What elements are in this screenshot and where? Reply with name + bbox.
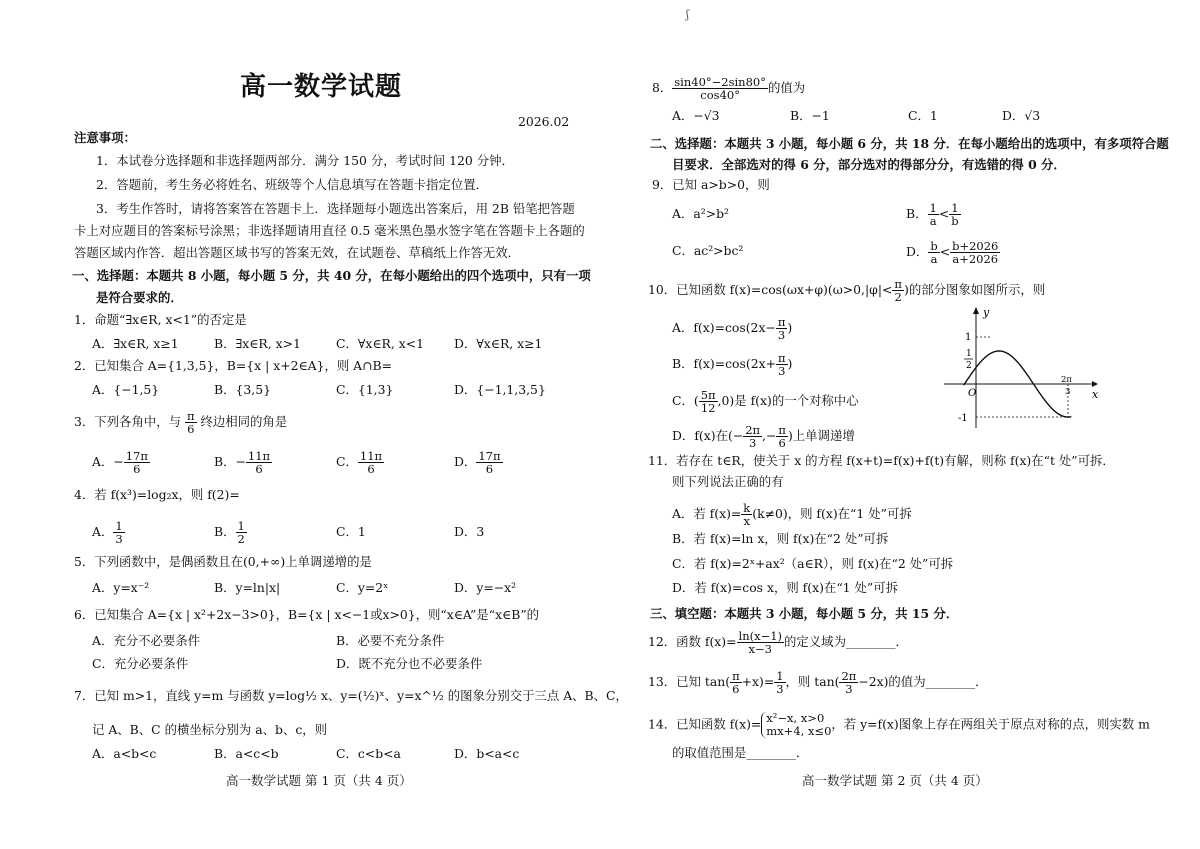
numerator: 17π bbox=[478, 449, 501, 463]
section-2-heading: 二、选择题：本题共 3 小题，每小题 6 分，共 18 分．在每小题给出的选项中，有多项符合题 bbox=[650, 136, 1169, 151]
numerator: 2π bbox=[745, 423, 761, 437]
question-number: 8． bbox=[652, 80, 673, 95]
option-text: ) bbox=[787, 356, 793, 371]
numerator: 1 bbox=[929, 201, 937, 215]
numerator: 1 bbox=[949, 202, 960, 215]
question-7-stem-cont: 记 A、B、C 的横坐标分别为 a、b、c，则 bbox=[92, 722, 328, 737]
denominator: 3 bbox=[748, 436, 757, 450]
option-text: ,0)是 f(x)的一个对称中心 bbox=[717, 393, 859, 408]
denominator: cos40° bbox=[700, 88, 740, 102]
denominator: x bbox=[743, 514, 751, 528]
question-3-option-b bbox=[214, 450, 272, 475]
denominator: 3 bbox=[778, 364, 786, 378]
fraction bbox=[776, 424, 788, 449]
fraction bbox=[185, 410, 197, 435]
question-4-option-b bbox=[214, 520, 247, 545]
x-axis-label: x bbox=[1092, 388, 1099, 401]
option-text: A．若 f(x)= bbox=[672, 506, 742, 521]
option-label: D． bbox=[906, 244, 929, 259]
fraction bbox=[776, 316, 788, 341]
question-11-option-b: B．若 f(x)=ln x，则 f(x)在“2 处”可拆 bbox=[672, 531, 889, 546]
numerator: 1 bbox=[115, 519, 123, 533]
fraction bbox=[246, 450, 272, 475]
question-10-option-d bbox=[672, 424, 855, 449]
relation-symbol: < bbox=[939, 244, 951, 259]
section-3-heading: 三、填空题：本题共 3 小题，每小题 5 分，共 15 分． bbox=[650, 606, 959, 621]
fraction bbox=[730, 670, 742, 695]
question-12-text: 的定义域为________． bbox=[784, 634, 908, 649]
question-3-option-d bbox=[454, 450, 503, 475]
option-label: A． bbox=[92, 524, 114, 539]
question-7-option-a: A．a<b<c bbox=[92, 746, 157, 761]
question-13-text: −2x)的值为________． bbox=[858, 674, 988, 689]
question-3-stem bbox=[74, 410, 287, 435]
question-8-option-d: D．√3 bbox=[1002, 108, 1041, 123]
question-13-text: 13．已知 tan( bbox=[648, 674, 731, 689]
question-8-stem-text: 的值为 bbox=[767, 80, 806, 95]
question-11-option-c: C．若 f(x)=2ˣ+ax²（a∈R），则 f(x)在“2 处”可拆 bbox=[672, 556, 954, 571]
denominator: 2 bbox=[894, 290, 902, 304]
denominator: 3 bbox=[776, 682, 784, 696]
numerator: ln(x−1) bbox=[738, 629, 783, 643]
notice-line: 1．本试卷分选择题和非选择题两部分．满分 150 分，考试时间 120 分钟． bbox=[96, 153, 514, 168]
question-4-option-a bbox=[92, 520, 125, 545]
fraction bbox=[358, 450, 384, 475]
question-7-option-d: D．b<a<c bbox=[454, 746, 520, 761]
question-6-option-d: D．既不充分也不必要条件 bbox=[336, 656, 483, 671]
denominator: 3 bbox=[115, 532, 123, 546]
option-text: A．f(x)=cos(2x− bbox=[672, 320, 776, 335]
question-1-option-b: B．∃x∈R, x>1 bbox=[214, 336, 301, 351]
option-text: B．f(x)=cos(2x+ bbox=[672, 356, 776, 371]
question-11-stem-cont: 则下列说法正确的有 bbox=[672, 474, 784, 489]
question-4-option-c: C．1 bbox=[336, 524, 366, 539]
denominator: 6 bbox=[367, 462, 375, 476]
question-5-option-c: C．y=2ˣ bbox=[336, 580, 389, 595]
fraction bbox=[236, 520, 247, 545]
fraction bbox=[950, 240, 1000, 265]
question-8-option-a: A．−√3 bbox=[672, 108, 720, 123]
exam-page-2 bbox=[600, 0, 1200, 849]
denominator: x−3 bbox=[748, 642, 772, 656]
question-1-stem: 1．命题“∃x∈R, x<1”的否定是 bbox=[74, 312, 247, 327]
numerator: sin40°−2sin80° bbox=[674, 75, 766, 89]
numerator: π bbox=[777, 351, 786, 365]
numerator: 2π bbox=[841, 669, 857, 683]
fraction bbox=[774, 670, 785, 695]
question-6-stem: 6．已知集合 A={x | x²+2x−3>0}，B={x | x<−1或x>0}，则“x∈A”是“x∈B”的 bbox=[74, 607, 540, 622]
question-5-stem: 5．下列函数中，是偶函数且在(0,+∞)上单调递增的是 bbox=[74, 554, 372, 569]
question-13-text: ，则 tan( bbox=[785, 674, 840, 689]
y-axis-arrow bbox=[973, 307, 979, 314]
question-10-stem-text: )的部分图象如图所示，则 bbox=[903, 282, 1046, 297]
question-10-stem bbox=[648, 278, 1045, 303]
option-text: D．f(x)在(− bbox=[672, 428, 744, 443]
tick-label-x-den: 3 bbox=[1065, 387, 1071, 397]
question-5-option-a: A．y=x⁻² bbox=[92, 580, 150, 595]
fraction bbox=[776, 352, 788, 377]
option-text: (k≠0)，则 f(x)在“1 处”可拆 bbox=[752, 506, 912, 521]
denominator: 6 bbox=[732, 682, 740, 696]
question-10-stem-text: 10．已知函数 f(x)=cos(ωx+φ)(ω>0,|φ|< bbox=[648, 282, 893, 297]
tick-label-neg1: -1 bbox=[958, 413, 968, 424]
tick-label-x-num: 2π bbox=[1061, 375, 1072, 385]
section-1-heading: 一、选择题：本题共 8 小题，每小题 5 分，共 40 分，在每小题给出的四个选项中，只有一项 bbox=[72, 268, 591, 283]
fraction bbox=[928, 240, 939, 265]
denominator: 3 bbox=[777, 328, 786, 342]
question-2-option-d: D．{−1,1,3,5} bbox=[454, 382, 546, 397]
numerator: b bbox=[930, 239, 938, 253]
tick-label-half-num: 1 bbox=[966, 349, 972, 359]
denominator: 6 bbox=[133, 462, 141, 476]
numerator: 1 bbox=[776, 669, 784, 683]
exam-date: 2026.02 bbox=[518, 114, 570, 129]
option-label: B．− bbox=[214, 454, 246, 469]
question-13 bbox=[648, 670, 988, 695]
question-2-option-b: B．{3,5} bbox=[214, 382, 271, 397]
denominator: b bbox=[951, 214, 959, 228]
question-8-stem bbox=[652, 76, 805, 101]
question-3-stem-text: 终边相同的角是 bbox=[200, 414, 288, 429]
option-label: C． bbox=[336, 454, 358, 469]
question-14-text: 14．已知函数 f(x)= bbox=[648, 716, 762, 732]
notice-header: 注意事项： bbox=[74, 130, 136, 145]
tick-label-1: 1 bbox=[965, 332, 972, 343]
option-text: )上单调递增 bbox=[787, 428, 855, 443]
denominator: 2 bbox=[237, 532, 245, 546]
question-6-option-c: C．充分必要条件 bbox=[92, 656, 189, 671]
question-7-option-c: C．c<b<a bbox=[336, 746, 401, 761]
page-footer: 高一数学试题 第 2 页（共 4 页） bbox=[802, 773, 988, 788]
numerator: π bbox=[732, 669, 740, 683]
question-12-text: 12．函数 f(x)= bbox=[648, 634, 737, 649]
fraction bbox=[839, 670, 858, 695]
fraction bbox=[737, 630, 785, 655]
denominator: a bbox=[929, 214, 937, 228]
denominator: a bbox=[930, 252, 938, 266]
question-11-option-d: D．若 f(x)=cos x，则 f(x)在“1 处”可拆 bbox=[672, 580, 898, 595]
question-5-option-d: D．y=−x² bbox=[454, 580, 517, 595]
fraction bbox=[741, 502, 752, 527]
question-14-cont: 的取值范围是________． bbox=[672, 745, 809, 760]
piecewise-case: x²−x, x>0 bbox=[766, 711, 825, 725]
relation-symbol: < bbox=[938, 206, 950, 221]
denominator: 6 bbox=[255, 462, 263, 476]
x-axis-arrow bbox=[1092, 381, 1098, 387]
notice-line: 2．答题前，考生务必将姓名、班级等个人信息填写在答题卡指定位置． bbox=[96, 177, 488, 192]
numerator: π bbox=[186, 409, 195, 423]
question-1-option-d: D．∀x∈R, x≥1 bbox=[454, 336, 543, 351]
q10-function-graph bbox=[940, 304, 1100, 432]
question-8-option-c: C．1 bbox=[908, 108, 938, 123]
fraction bbox=[699, 389, 718, 414]
question-2-stem: 2．已知集合 A={1,3,5}，B={x | x+2∈A}，则 A∩B= bbox=[74, 358, 392, 373]
question-14 bbox=[648, 712, 1150, 738]
y-axis-label: y bbox=[983, 306, 990, 319]
notice-line: 3．考生作答时，请将答案答在答题卡上．选择题每小题选出答案后，用 2B 铅笔把答题 bbox=[96, 201, 575, 216]
question-4-stem: 4．若 f(x³)=log₂x，则 f(2)= bbox=[74, 487, 240, 502]
question-11-option-a bbox=[672, 502, 912, 527]
numerator: π bbox=[778, 423, 786, 437]
numerator: π bbox=[777, 315, 786, 329]
numerator: b+2026 bbox=[952, 239, 999, 253]
option-label: B． bbox=[906, 206, 928, 221]
numerator: k bbox=[743, 501, 751, 515]
tick-label-half-den: 2 bbox=[966, 361, 972, 371]
origin-label: O bbox=[968, 388, 977, 399]
question-7-stem: 7．已知 m>1，直线 y=m 与函数 y=log½ x、y=(½)ˣ、y=x^½ 的图象分别交于三点 A、B、C， bbox=[74, 688, 628, 703]
option-text: C．( bbox=[672, 393, 699, 408]
question-6-option-a: A．充分不必要条件 bbox=[92, 633, 201, 648]
question-14-text: ，若 y=f(x)图象上存在两组关于原点对称的点，则实数 m bbox=[831, 716, 1150, 732]
option-text: ,− bbox=[762, 428, 777, 443]
question-10-option-b bbox=[672, 352, 792, 377]
question-8-option-b: B．−1 bbox=[790, 108, 830, 123]
question-9-option-d bbox=[906, 240, 1000, 265]
denominator: 3 bbox=[845, 682, 853, 696]
fraction bbox=[672, 76, 768, 101]
question-3-stem-text: 3．下列各角中，与 bbox=[74, 414, 182, 429]
question-4-option-d: D．3 bbox=[454, 524, 485, 539]
denominator: a+2026 bbox=[952, 252, 999, 266]
option-label: A．− bbox=[92, 454, 124, 469]
option-text: ) bbox=[787, 320, 793, 335]
question-1-option-a: A．∃x∈R, x≥1 bbox=[92, 336, 179, 351]
section-1-heading-cont: 是符合要求的． bbox=[96, 290, 183, 305]
option-label: D． bbox=[454, 454, 477, 469]
question-9-option-c: C．ac²>bc² bbox=[672, 243, 744, 258]
numerator: 11π bbox=[359, 449, 383, 463]
question-7-option-b: B．a<c<b bbox=[214, 746, 279, 761]
numerator: 5π bbox=[700, 388, 716, 402]
question-10-option-a bbox=[672, 316, 792, 341]
question-3-option-c bbox=[336, 450, 384, 475]
pen-mark: ʃ bbox=[686, 8, 689, 21]
question-9-option-a: A．a²>b² bbox=[672, 206, 729, 221]
question-2-option-a: A．{−1,5} bbox=[92, 382, 160, 397]
fraction bbox=[892, 278, 904, 303]
exam-title: 高一数学试题 bbox=[240, 72, 403, 102]
denominator: 6 bbox=[485, 462, 494, 476]
question-10-option-c bbox=[672, 389, 859, 414]
fraction bbox=[124, 450, 150, 475]
notice-line: 卡上对应题目的答案标号涂黑；非选择题请用直径 0.5 毫米黑色墨水签字笔在答题卡上各题的 bbox=[74, 223, 585, 238]
denominator: 6 bbox=[778, 436, 786, 450]
page-footer: 高一数学试题 第 1 页（共 4 页） bbox=[226, 773, 412, 788]
option-label: B． bbox=[214, 524, 236, 539]
piecewise-case: mx+4, x≤0 bbox=[766, 724, 832, 738]
numerator: π bbox=[894, 277, 902, 291]
question-3-option-a bbox=[92, 450, 150, 475]
numerator: 11π bbox=[247, 449, 271, 463]
question-9-stem: 9．已知 a>b>0，则 bbox=[652, 177, 770, 192]
numerator: 17π bbox=[125, 449, 148, 463]
piecewise-brace bbox=[761, 712, 831, 738]
section-2-heading-cont: 目要求．全部选对的得 6 分，部分选对的得部分分，有选错的得 0 分． bbox=[672, 157, 1066, 172]
question-13-text: +x)= bbox=[741, 674, 775, 689]
denominator: 6 bbox=[187, 422, 195, 436]
fraction bbox=[743, 424, 762, 449]
question-11-stem: 11．若存在 t∈R，使关于 x 的方程 f(x+t)=f(x)+f(t)有解，则称 f(x)在“t 处”可拆． bbox=[648, 453, 1115, 468]
denominator: 12 bbox=[700, 401, 716, 415]
question-9-option-b bbox=[906, 202, 961, 227]
fraction bbox=[928, 202, 939, 227]
question-1-option-c: C．∀x∈R, x<1 bbox=[336, 336, 424, 351]
numerator: 1 bbox=[237, 519, 245, 533]
question-12 bbox=[648, 630, 908, 655]
fraction bbox=[949, 202, 960, 227]
fraction bbox=[113, 520, 124, 545]
question-2-option-c: C．{1,3} bbox=[336, 382, 394, 397]
question-5-option-b: B．y=ln|x| bbox=[214, 580, 281, 595]
question-6-option-b: B．必要不充分条件 bbox=[336, 633, 445, 648]
fraction bbox=[476, 450, 502, 475]
notice-line: 答题区域内作答．超出答题区域书写的答案无效，在试题卷、草稿纸上作答无效． bbox=[74, 245, 521, 260]
